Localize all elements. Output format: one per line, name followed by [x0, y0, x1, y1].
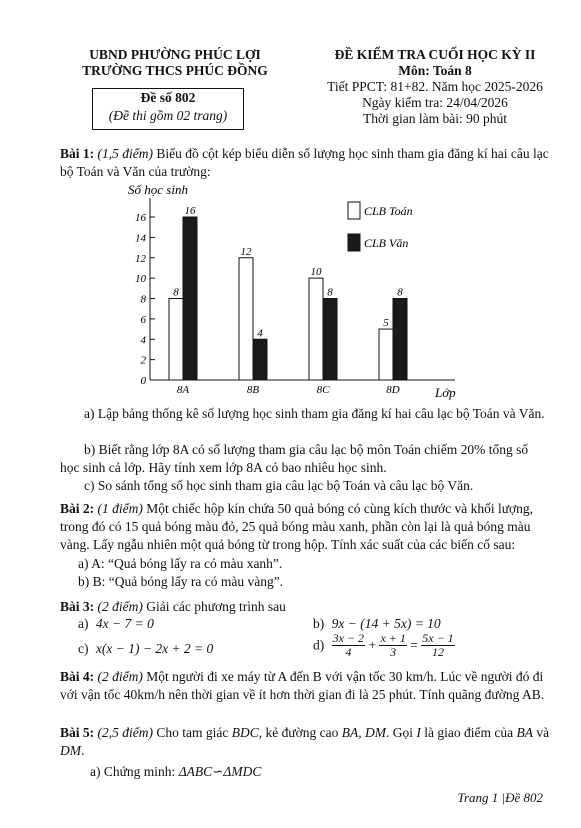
- q3-d-f1-denominator: 4: [345, 645, 352, 659]
- q5-text-3: . Gọi: [386, 725, 417, 740]
- bar-van-8c: [323, 299, 337, 381]
- q3-d-f1-numerator: 3x − 2: [332, 631, 365, 645]
- school-name: TRƯỜNG THCS PHÚC ĐỒNG: [82, 63, 268, 78]
- exam-subject: Môn: Toán 8: [398, 63, 472, 78]
- question-3: [60, 598, 550, 616]
- category-label: 8A: [176, 384, 190, 396]
- q3-text: Giải các phương trình sau: [142, 599, 286, 614]
- y-tick-label: 4: [140, 334, 146, 347]
- q5-a-math: ΔABC∽ΔMDC: [178, 764, 262, 779]
- q2-points: (1 điểm): [97, 501, 143, 516]
- q3-points: (2 điểm): [97, 599, 143, 614]
- exam-code-box: [92, 88, 244, 130]
- q3-d-f3-numerator: 5x − 1: [422, 631, 454, 645]
- q3-c-equation: x(x − 1) − 2x + 2 = 0: [95, 641, 214, 656]
- legend-swatch: [348, 234, 360, 251]
- q5-point-i: I: [416, 725, 421, 740]
- q4-points: (2 điểm): [97, 669, 143, 684]
- q5-text-4: là giao điểm của: [420, 725, 517, 740]
- q1-part-a: a) Lập bảng thống kê số lượng học sinh tham gia đăng kí hai câu lạc bộ Toán và Văn.: [84, 406, 545, 421]
- y-tick-label: 6: [140, 313, 146, 326]
- q1-part-c: c) So sánh tổng số học sinh tham gia câu lạc bộ Toán và câu lạc bộ Văn.: [84, 478, 474, 493]
- q3-d-fraction-2: [379, 632, 406, 659]
- ward-name: UBND PHƯỜNG PHÚC LỢI: [89, 47, 261, 62]
- q3-c-label: c): [78, 641, 89, 656]
- q2-part-b: b) B: “Quả bóng lấy ra có màu vàng”.: [78, 574, 284, 589]
- bar-toan-8a: [169, 299, 183, 381]
- q3-d-fraction-1: [332, 632, 365, 659]
- legend-label: CLB Toán: [364, 204, 413, 218]
- category-label: 8C: [316, 384, 330, 396]
- question-5: [60, 724, 550, 760]
- q3-part-a: [78, 615, 154, 633]
- bar-value-label: 8: [327, 286, 333, 299]
- bar-value-label: 10: [310, 266, 322, 279]
- x-axis-label: Lớp: [435, 385, 456, 400]
- q5-altitudes: BA, DM: [341, 725, 387, 740]
- exam-title: ĐỀ KIỂM TRA CUỐI HỌC KỲ II: [334, 47, 536, 62]
- y-tick-label: 8: [140, 293, 146, 306]
- q5-triangle: BDC: [231, 725, 259, 740]
- y-tick-label: 10: [135, 273, 146, 286]
- exam-header: [300, 47, 570, 127]
- q2-part-a: a) A: “Quả bóng lấy ra có màu xanh”.: [78, 556, 283, 571]
- bar-van-8b: [253, 339, 267, 380]
- y-axis-label: Số học sinh: [128, 182, 188, 197]
- q2-label: Bài 2:: [60, 501, 95, 516]
- q3-d-f3-denominator: 12: [431, 645, 444, 659]
- bar-value-label: 16: [184, 205, 196, 217]
- q3-d-fraction-3: [421, 632, 454, 659]
- q1-label: Bài 1:: [60, 146, 95, 161]
- double-bar-chart: [100, 180, 480, 402]
- q3-a-label: a): [78, 616, 89, 631]
- q5-line-dm: DM: [60, 743, 81, 758]
- exam-page-note: (Đề thi gồm 02 trang): [108, 108, 228, 123]
- q3-d-plus: +: [368, 637, 377, 653]
- category-label: 8B: [246, 384, 260, 396]
- bar-van-8a: [183, 217, 197, 380]
- bar-toan-8d: [379, 329, 393, 380]
- q3-part-d: [313, 632, 455, 659]
- question-1: [60, 145, 550, 181]
- y-tick-label: 0: [140, 375, 146, 387]
- q5-points: (2,5 điểm): [97, 725, 153, 740]
- q5-a-prefix: a) Chứng minh:: [90, 764, 179, 779]
- q3-d-equals: =: [410, 637, 418, 653]
- bar-toan-8b: [239, 258, 253, 380]
- exam-ppct: Tiết PPCT: 81+82. Năm học 2025-2026: [327, 79, 543, 94]
- exam-time: Thời gian làm bài: 90 phút: [363, 111, 507, 126]
- q5-part-a: [90, 763, 261, 781]
- school-header: [60, 47, 290, 79]
- bar-toan-8c: [309, 278, 323, 380]
- q3-d-f2-denominator: 3: [390, 645, 397, 659]
- q5-line-ba: BA: [516, 725, 534, 740]
- category-label: 8D: [386, 384, 400, 396]
- q3-b-label: b): [313, 616, 325, 631]
- q5-text-6: .: [81, 743, 85, 758]
- q3-a-equation: 4x − 7 = 0: [95, 616, 154, 631]
- q5-text-5: và: [533, 725, 550, 740]
- bar-value-label: 8: [173, 286, 179, 299]
- y-tick-label: 12: [135, 252, 146, 265]
- bar-value-label: 12: [240, 245, 252, 258]
- q3-label: Bài 3:: [60, 599, 95, 614]
- q1-text: Biểu đồ cột kép biểu diễn số lượng học sinh tham gia đăng kí hai câu lạc bộ Toán và Văn của trường:: [60, 146, 549, 179]
- bar-van-8d: [393, 299, 407, 381]
- bar-value-label: 4: [257, 327, 263, 340]
- q2-text: Một chiếc hộp kín chứa 50 quả bóng có cùng kích thước và khối lượng, trong đó có 15 quả bóng màu đỏ, 25 quả bóng màu xanh, phần còn lại là quả bóng màu vàng. Lấy ngẫu nhiên một quả bóng từ trong hộp. Tính xác suất của các biến cố sau:: [60, 501, 534, 552]
- exam-date: Ngày kiểm tra: 24/04/2026: [362, 95, 508, 110]
- q4-label: Bài 4:: [60, 669, 95, 684]
- q5-text-2: , kẻ đường cao: [258, 725, 342, 740]
- q3-b-equation: 9x − (14 + 5x) = 10: [331, 616, 441, 631]
- y-tick-label: 16: [135, 212, 146, 224]
- q5-label: Bài 5:: [60, 725, 95, 740]
- legend-label: CLB Văn: [364, 236, 409, 250]
- q5-text-1: Cho tam giác: [153, 725, 232, 740]
- q1-part-b: b) Biết rằng lớp 8A có số lượng tham gia câu lạc bộ môn Toán chiếm 20% tổng số học sinh cả lớp. Hãy tính xem lớp 8A có bao nhiêu học sinh.: [60, 442, 529, 475]
- bar-value-label: 5: [383, 317, 389, 330]
- exam-code: Đề số 802: [140, 90, 196, 105]
- q1-points: (1,5 điểm): [97, 146, 153, 161]
- y-tick-label: 14: [135, 232, 146, 245]
- bar-value-label: 8: [397, 286, 403, 299]
- q3-d-f2-numerator: x + 1: [380, 631, 406, 645]
- question-4: [60, 668, 550, 704]
- legend-swatch: [348, 202, 360, 219]
- question-2: [60, 500, 550, 554]
- page-footer: Trang 1 |Đề 802: [457, 790, 543, 805]
- y-tick-label: 2: [140, 354, 146, 367]
- q3-d-label: d): [313, 637, 325, 653]
- q4-text: Một người đi xe máy từ A đến B với vận tốc 30 km/h. Lúc về người đó đi với vận tốc 40km/h nên thời gian về ít hơn thời gian đi là 25 phút. Tính quãng đường AB.: [60, 669, 545, 702]
- q3-part-c: [78, 640, 213, 658]
